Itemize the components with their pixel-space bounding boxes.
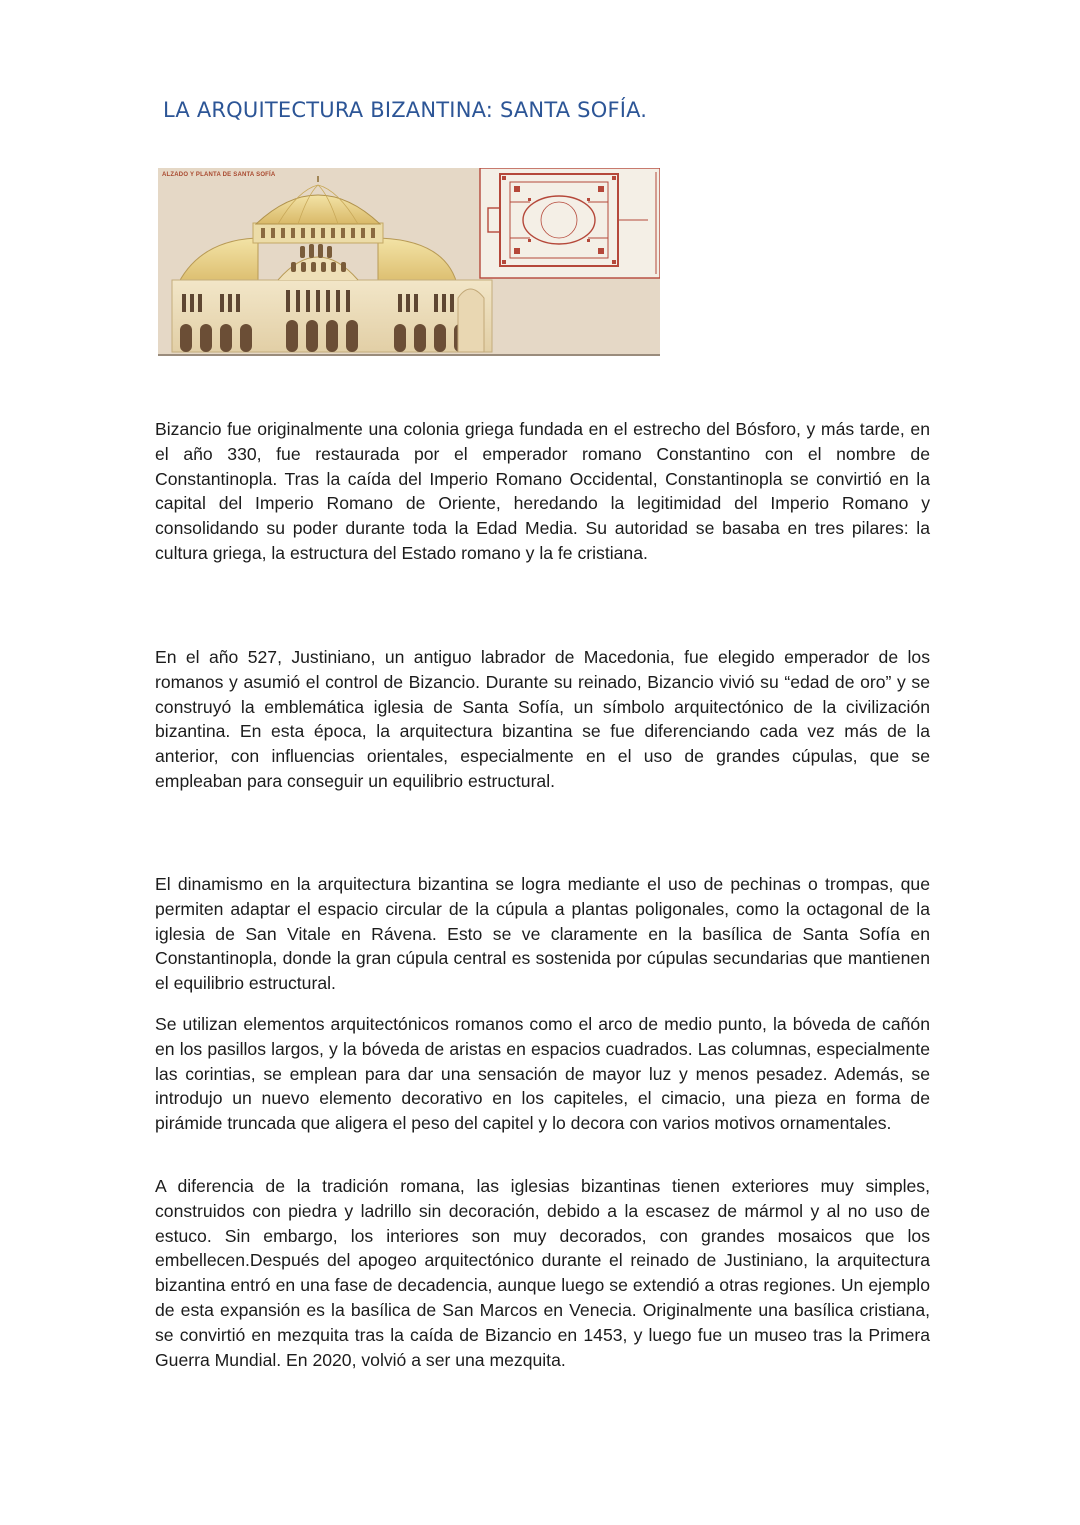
- paragraph-3: El dinamismo en la arquitectura bizantina se logra mediante el uso de pechinas o trompas, que permiten adaptar el espacio circular de la cúpula a plantas poligonales, como la octagonal de la iglesia de San Vitale en Rávena. Esto se ve claramente en la basílica de Santa Sofía en Constantinopla, donde la gran cúpula central es sostenida por cúpulas secundarias que mantienen el equilibrio estructural.: [155, 874, 930, 994]
- paragraph-5: A diferencia de la tradición romana, las iglesias bizantinas tienen exteriores muy simples, construidos con piedra y ladrillo sin decoración, debido a la escasez de mármol y al no uso de estuco. Sin embargo, los interiores son muy decorados, con grandes mosaicos que los embellecen.Después del apogeo arquitectónico durante el reinado de Justiniano, la arquitectura bizantina entró en una fase de decadencia, aunque luego se extendió a otras regiones. Un ejemplo de esta expansión es la basílica de San Marcos en Venecia. Originalmente una basílica cristiana, se convirtió en mezquita tras la caída de Bizancio en 1453, y luego fue un museo tras la Primera Guerra Mundial. En 2020, volvió a ser una mezquita.: [155, 1176, 930, 1370]
- paragraph-2: En el año 527, Justiniano, un antiguo labrador de Macedonia, fue elegido emperador de los romanos y asumió el control de Bizancio. Durante su reinado, Bizancio vivió su “edad de oro” y se construyó la emblemática iglesia de Santa Sofía, un símbolo arquitectónico de la civilización bizantina. En esta época, la arquitectura bizantina se fue diferenciando cada vez más de la anterior, con influencias orientales, especialmente en el uso de grandes cúpulas, que se empleaban para conseguir un equilibrio estructural.: [155, 647, 930, 791]
- elevation-drawing: [172, 176, 492, 352]
- figure-caption: ALZADO Y PLANTA DE SANTA SOFÍA: [162, 172, 276, 178]
- paragraph-1: Bizancio fue originalmente una colonia griega fundada en el estrecho del Bósforo, y más tarde, en el año 330, fue restaurada por el emperador romano Constantino con el nombre de Constantinopla. Tras la caída del Imperio Romano Occidental, Constantinopla se convirtió en la capital del Imperio Romano de Oriente, heredando la legitimidad del Imperio Romano y consolidando su poder durante toda la Edad Media. Su autoridad se basaba en tres pilares: la cultura griega, la estructura del Estado romano y la fe cristiana.: [155, 419, 930, 563]
- page-title: LA ARQUITECTURA BIZANTINA: SANTA SOFÍA.: [163, 98, 648, 122]
- floor-plan-drawing: [480, 168, 660, 278]
- paragraph-4: Se utilizan elementos arquitectónicos romanos como el arco de medio punto, la bóveda de cañón en los pasillos largos, y la bóveda de aristas en espacios cuadrados. Las columnas, especialmente las corintias, se emplean para dar una sensación de mayor luz y menos pesadez. Además, se introdujo un nuevo elemento decorativo en los capiteles, el cimacio, una pieza en forma de pirámide truncada que aligera el peso del capitel y lo decora con varios motivos ornamentales.: [155, 1014, 930, 1134]
- santa-sofia-figure: [158, 168, 660, 356]
- santa-sofia-illustration: [158, 168, 660, 354]
